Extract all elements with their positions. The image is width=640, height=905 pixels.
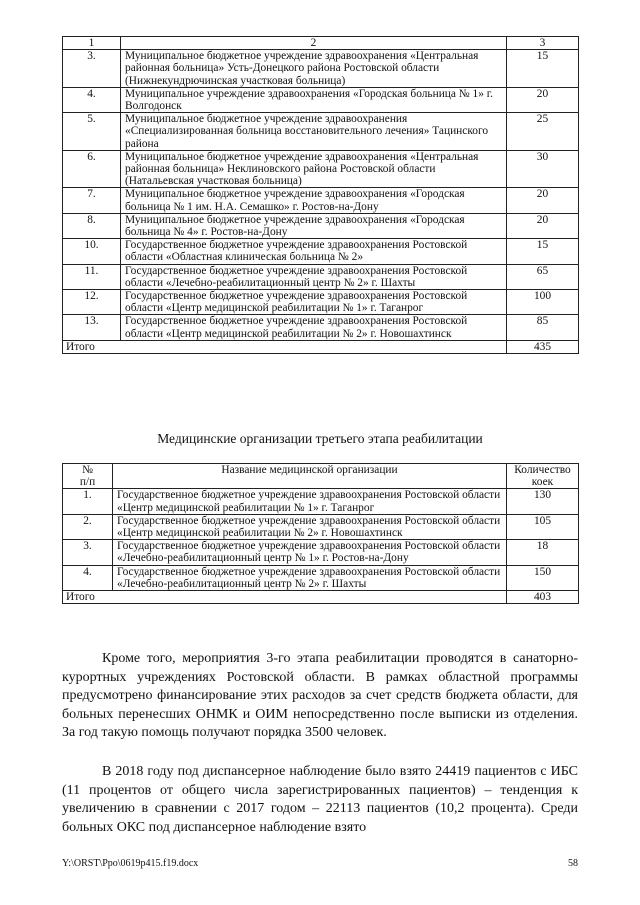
row-number: 7. <box>63 188 121 213</box>
row-number: 1. <box>63 489 113 514</box>
table-row <box>63 213 579 238</box>
header-org-name: Название медицинской организации <box>113 464 507 489</box>
table-row <box>63 188 579 213</box>
section-title: Медицинские организации третьего этапа реабилитации <box>157 431 483 446</box>
row-number: 10. <box>63 239 121 264</box>
header-bed-count: Количество коек <box>507 464 579 489</box>
table-row <box>63 113 579 151</box>
column-number-2: 2 <box>121 37 507 50</box>
org-name: Муниципальное бюджетное учреждение здравоохранения «Центральная районная больница» Неклиновского района Ростовской области (Натальевская участковая больница) <box>121 150 507 188</box>
bed-count: 100 <box>507 290 579 315</box>
row-number: 4. <box>63 87 121 112</box>
table-row <box>63 290 579 315</box>
total-label: Итого <box>63 591 507 604</box>
table-row <box>63 489 579 514</box>
row-number: 3. <box>63 50 121 88</box>
org-name: Муниципальное бюджетное учреждение здравоохранения «Городская больница № 1 им. Н.А. Семашко» г. Ростов-на-Дону <box>121 188 507 213</box>
bed-count: 15 <box>507 50 579 88</box>
table-row <box>63 239 579 264</box>
table-row <box>63 514 579 539</box>
bed-count: 20 <box>507 188 579 213</box>
table-row <box>63 87 579 112</box>
table-row <box>63 50 579 88</box>
row-number: 13. <box>63 315 121 340</box>
org-name: Государственное бюджетное учреждение здравоохранения Ростовской области «Центр медицинской реабилитации № 1» г. Таганрог <box>121 290 507 315</box>
rehab-stage2-table <box>62 36 579 354</box>
org-name: Муниципальное бюджетное учреждение здравоохранения «Центральная районная больница» Усть-Донецкого района Ростовской области (Нижнекундрючинская участковая больница) <box>121 50 507 88</box>
bed-count: 18 <box>507 540 579 565</box>
row-number: 3. <box>63 540 113 565</box>
bed-count: 65 <box>507 264 579 289</box>
org-name: Государственное бюджетное учреждение здравоохранения Ростовской области «Центр медицинской реабилитации № 1» г. Таганрог <box>113 489 507 514</box>
body-paragraph: В 2018 году под диспансерное наблюдение было взято 24419 пациентов с ИБС (11 процентов от общего числа зарегистрированных пациентов) – тенденция к увеличению в сравнении с 2017 годом – 22113 пациентов (10,2 процента). Среди больных ОКС под диспансерное наблюдение взято <box>62 764 578 835</box>
bed-count: 30 <box>507 150 579 188</box>
org-name: Муниципальное учреждение здравоохранения «Городская больница № 1» г. Волгодонск <box>121 87 507 112</box>
total-value: 403 <box>507 591 579 604</box>
table-total-row <box>63 340 579 353</box>
column-number-1: 1 <box>63 37 121 50</box>
org-name: Государственное бюджетное учреждение здравоохранения Ростовской области «Центр медицинской реабилитации № 2» г. Новошахтинск <box>113 514 507 539</box>
total-value: 435 <box>507 340 579 353</box>
table-row <box>63 565 579 590</box>
row-number: 6. <box>63 150 121 188</box>
footer-file-path: Y:\ORST\Ppo\0619p415.f19.docx <box>62 858 199 869</box>
table-total-row <box>63 591 579 604</box>
table-header-row <box>63 464 579 489</box>
table-row <box>63 150 579 188</box>
org-name: Государственное бюджетное учреждение здравоохранения Ростовской области «Лечебно-реабилитационный центр № 1» г. Ростов-на-Дону <box>113 540 507 565</box>
bed-count: 85 <box>507 315 579 340</box>
page-number: 58 <box>568 858 578 869</box>
total-label: Итого <box>63 340 507 353</box>
rehab-stage3-table <box>62 463 579 604</box>
org-name: Муниципальное бюджетное учреждение здравоохранения «Специализированная больница восстановительного лечения» Тацинского района <box>121 113 507 151</box>
bed-count: 25 <box>507 113 579 151</box>
org-name: Государственное бюджетное учреждение здравоохранения Ростовской области «Лечебно-реабилитационный центр № 2» г. Шахты <box>121 264 507 289</box>
bed-count: 130 <box>507 489 579 514</box>
org-name: Государственное бюджетное учреждение здравоохранения Ростовской области «Лечебно-реабилитационный центр № 2» г. Шахты <box>113 565 507 590</box>
row-number: 2. <box>63 514 113 539</box>
row-number: 11. <box>63 264 121 289</box>
table-header-row <box>63 37 579 50</box>
org-name: Государственное бюджетное учреждение здравоохранения Ростовской области «Областная клиническая больница № 2» <box>121 239 507 264</box>
header-number: № п/п <box>63 464 113 489</box>
org-name: Государственное бюджетное учреждение здравоохранения Ростовской области «Центр медицинской реабилитации № 2» г. Новошахтинск <box>121 315 507 340</box>
table-row <box>63 540 579 565</box>
row-number: 8. <box>63 213 121 238</box>
bed-count: 150 <box>507 565 579 590</box>
column-number-3: 3 <box>507 37 579 50</box>
row-number: 4. <box>63 565 113 590</box>
table-row <box>63 315 579 340</box>
body-paragraph: Кроме того, мероприятия 3-го этапа реабилитации проводятся в санаторно-курортных учреждениях Ростовской области. В рамках областной программы предусмотрено финансирование этих расходов за счет средств бюджета области, для больных перенесших ОНМК и ОИМ непосредственно после выписки из отделения. За год такую помощь получают порядка 3500 человек. <box>62 651 578 741</box>
org-name: Муниципальное бюджетное учреждение здравоохранения «Городская больница № 4» г. Ростов-на-Дону <box>121 213 507 238</box>
row-number: 12. <box>63 290 121 315</box>
row-number: 5. <box>63 113 121 151</box>
bed-count: 20 <box>507 87 579 112</box>
bed-count: 15 <box>507 239 579 264</box>
bed-count: 20 <box>507 213 579 238</box>
table-row <box>63 264 579 289</box>
bed-count: 105 <box>507 514 579 539</box>
